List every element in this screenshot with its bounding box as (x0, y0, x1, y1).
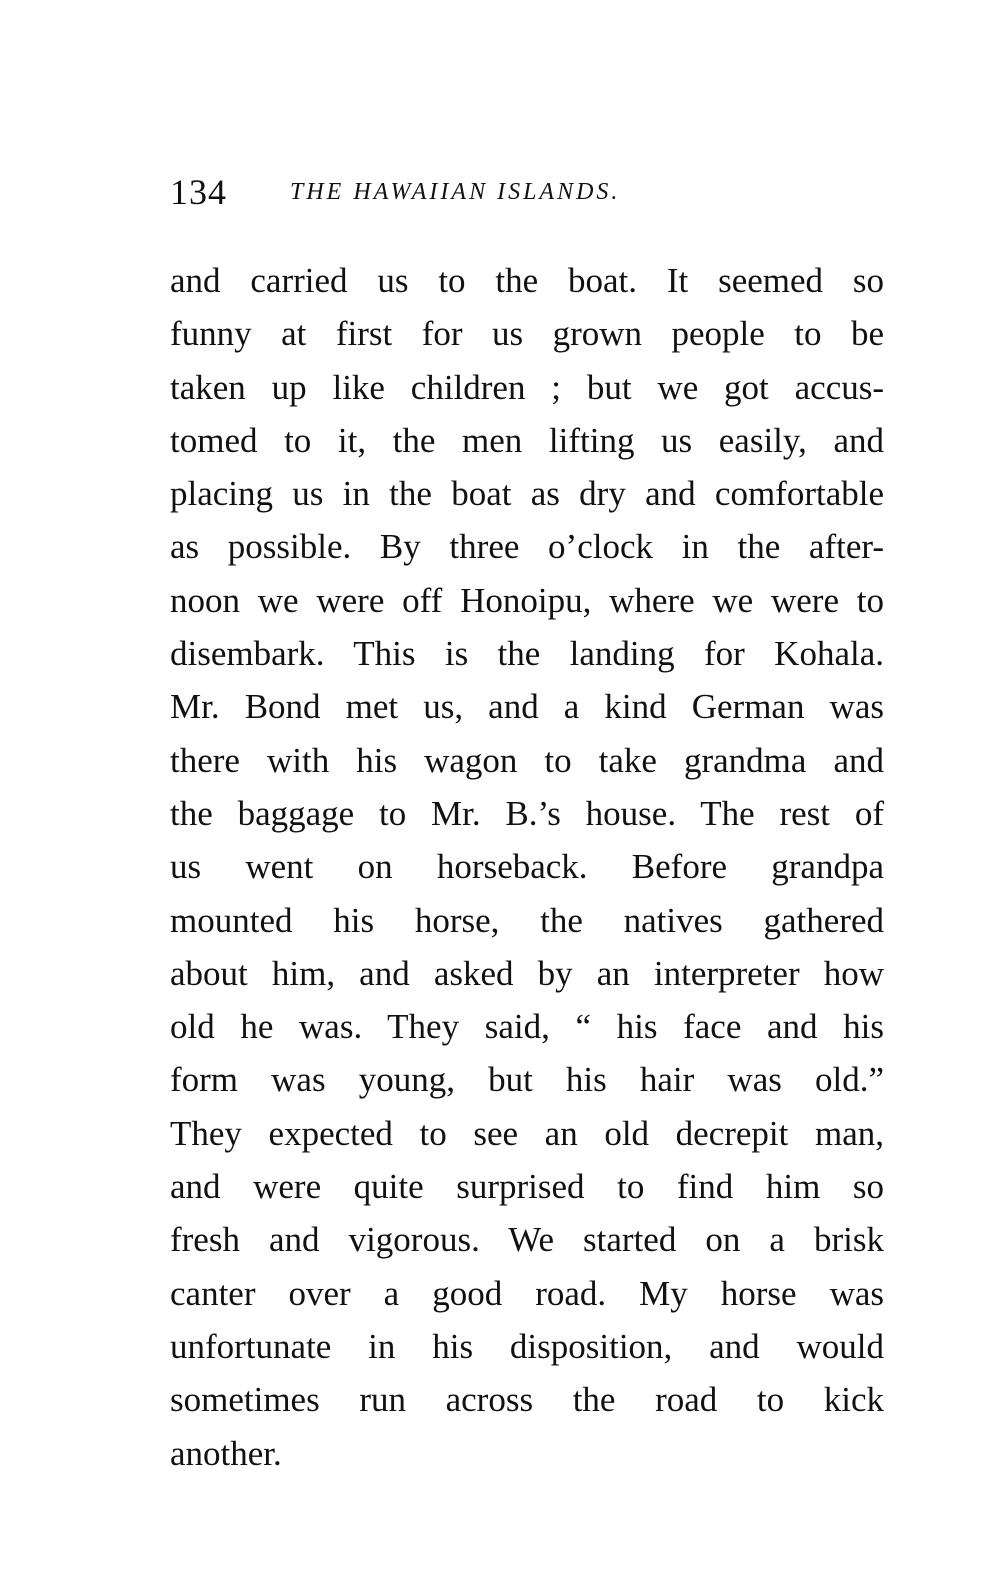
text-line: disembark. This is the landing for Kohala. (170, 634, 884, 674)
text-line: noon we were off Honoipu, where we were to (170, 580, 884, 620)
text-line: sometimes run across the road to kick (170, 1380, 884, 1420)
text-line: old he was. They said, “ his face and his (170, 1007, 884, 1047)
text-line: tomed to it, the men lifting us easily, and (170, 420, 884, 460)
text-line: unfortunate in his disposition, and would (170, 1326, 884, 1366)
running-head (170, 170, 890, 220)
text-line: taken up like children ; but we got accus- (170, 367, 884, 407)
text-line: as possible. By three o’clock in the after- (170, 527, 884, 567)
text-line: Mr. Bond met us, and a kind German was (170, 687, 884, 727)
body-text (170, 254, 884, 1480)
text-line: canter over a good road. My horse was (170, 1273, 884, 1313)
page-number: 134 (170, 172, 227, 212)
text-line: funny at first for us grown people to be (170, 314, 884, 354)
text-line: there with his wagon to take grandma and (170, 740, 884, 780)
text-line: and were quite surprised to find him so (170, 1167, 884, 1207)
text-line: and carried us to the boat. It seemed so (170, 261, 884, 300)
text-line: about him, and asked by an interpreter how (170, 953, 884, 993)
text-line: form was young, but his hair was old.” (170, 1060, 884, 1100)
text-line: mounted his horse, the natives gathered (170, 900, 884, 940)
text-line: They expected to see an old decrepit man, (170, 1113, 884, 1153)
text-line: placing us in the boat as dry and comfortable (170, 474, 884, 514)
text-line: another. (170, 1433, 282, 1473)
running-title: THE HAWAIIAN ISLANDS. (290, 179, 621, 205)
text-line: the baggage to Mr. B.’s house. The rest of (170, 793, 884, 833)
text-line: us went on horseback. Before grandpa (170, 847, 884, 887)
text-line: fresh and vigorous. We started on a brisk (170, 1220, 884, 1260)
